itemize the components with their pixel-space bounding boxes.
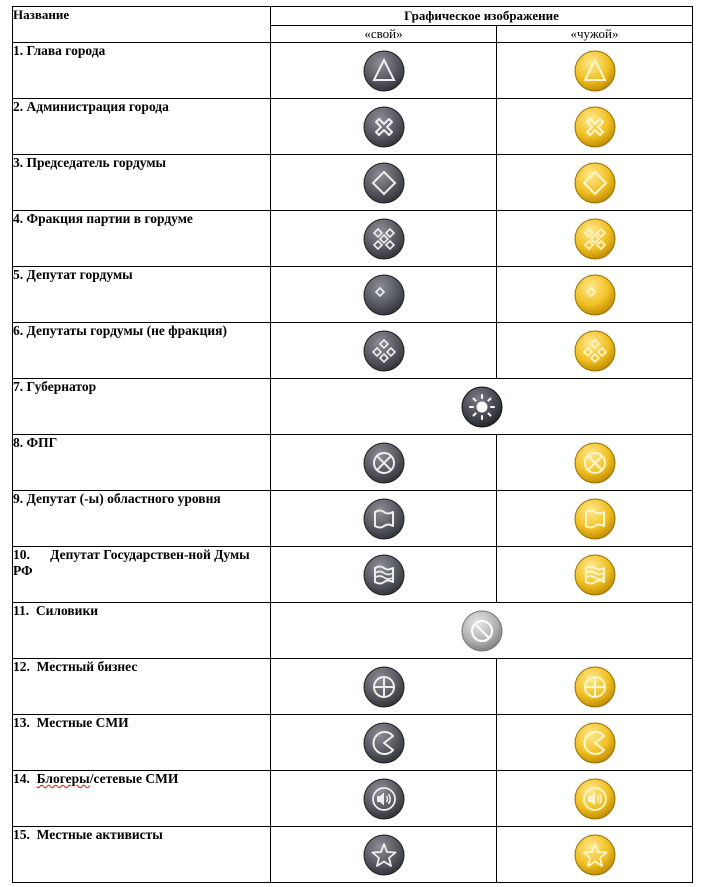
row-label: 9. Депутат (-ы) областного уровня [13, 491, 271, 547]
sun-icon [460, 385, 504, 429]
shared-cell [271, 603, 693, 659]
foreign-cell [497, 827, 693, 883]
row-label: 11. Силовики [13, 603, 271, 659]
shared-cell [271, 379, 693, 435]
triangle-icon [573, 49, 617, 93]
table-row [13, 43, 693, 99]
table-row [13, 547, 693, 603]
row-label-number: 14. [13, 771, 37, 786]
star-icon [362, 833, 406, 877]
striped-flag-icon [573, 553, 617, 597]
row-label: 10. Депутат Государствен-ной Думы РФ [13, 547, 271, 603]
foreign-cell [497, 491, 693, 547]
table-row [13, 267, 693, 323]
table-row [13, 771, 693, 827]
own-cell [271, 267, 497, 323]
own-cell [271, 323, 497, 379]
own-cell [271, 827, 497, 883]
row-label: 15. Местные активисты [13, 827, 271, 883]
row-label: 7. Губернатор [13, 379, 271, 435]
prohibited-icon [460, 609, 504, 653]
own-cell [271, 211, 497, 267]
header-name: Название [13, 7, 271, 43]
row-label: 3. Председатель гордумы [13, 155, 271, 211]
own-cell [271, 491, 497, 547]
own-cell [271, 659, 497, 715]
speaker-icon [573, 777, 617, 821]
row-label-misspelled: Блогеры [36, 771, 90, 786]
pacman-icon [362, 721, 406, 765]
header-graphic: Графическое изображение [271, 7, 693, 26]
triangle-icon [362, 49, 406, 93]
foreign-cell [497, 323, 693, 379]
foreign-cell [497, 211, 693, 267]
row-label [13, 771, 271, 827]
speaker-icon [362, 777, 406, 821]
foreign-cell [497, 771, 693, 827]
diamond-icon [573, 161, 617, 205]
flag-icon [362, 497, 406, 541]
legend-table [12, 6, 693, 883]
foreign-cell [497, 155, 693, 211]
triple-diamond-icon [362, 329, 406, 373]
own-cell [271, 155, 497, 211]
crosshair-icon [573, 665, 617, 709]
foreign-cell [497, 267, 693, 323]
table-row [13, 379, 693, 435]
row-label: 4. Фракция партии в гордуме [13, 211, 271, 267]
own-cell [271, 547, 497, 603]
own-cell [271, 43, 497, 99]
diamond-cluster-icon [362, 217, 406, 261]
row-label: 5. Депутат гордумы [13, 267, 271, 323]
table-row [13, 99, 693, 155]
own-cell [271, 771, 497, 827]
star-icon [573, 833, 617, 877]
row-label-rest: /сетевые СМИ [89, 771, 179, 786]
foreign-cell [497, 99, 693, 155]
row-label: 8. ФПГ [13, 435, 271, 491]
cross-icon [573, 105, 617, 149]
table-row [13, 603, 693, 659]
foreign-cell [497, 547, 693, 603]
flag-icon [573, 497, 617, 541]
own-cell [271, 435, 497, 491]
row-label: 1. Глава города [13, 43, 271, 99]
row-label: 12. Местный бизнес [13, 659, 271, 715]
row-label: 13. Местные СМИ [13, 715, 271, 771]
table-row [13, 827, 693, 883]
table-row [13, 659, 693, 715]
small-diamond-icon [573, 273, 617, 317]
table-row [13, 323, 693, 379]
own-cell [271, 99, 497, 155]
crosshair-icon [362, 665, 406, 709]
own-cell [271, 715, 497, 771]
striped-flag-icon [362, 553, 406, 597]
foreign-cell [497, 435, 693, 491]
table-row [13, 211, 693, 267]
circle-x-icon [362, 441, 406, 485]
table-row [13, 435, 693, 491]
row-label: 6. Депутаты гордумы (не фракция) [13, 323, 271, 379]
foreign-cell [497, 659, 693, 715]
diamond-cluster-icon [573, 217, 617, 261]
diamond-icon [362, 161, 406, 205]
table-row [13, 715, 693, 771]
pacman-icon [573, 721, 617, 765]
small-diamond-icon [362, 273, 406, 317]
row-label: 2. Администрация города [13, 99, 271, 155]
triple-diamond-icon [573, 329, 617, 373]
header-own: «свой» [271, 26, 497, 43]
foreign-cell [497, 715, 693, 771]
foreign-cell [497, 43, 693, 99]
circle-x-icon [573, 441, 617, 485]
table-row [13, 491, 693, 547]
table-row [13, 155, 693, 211]
cross-icon [362, 105, 406, 149]
header-foreign: «чужой» [497, 26, 693, 43]
